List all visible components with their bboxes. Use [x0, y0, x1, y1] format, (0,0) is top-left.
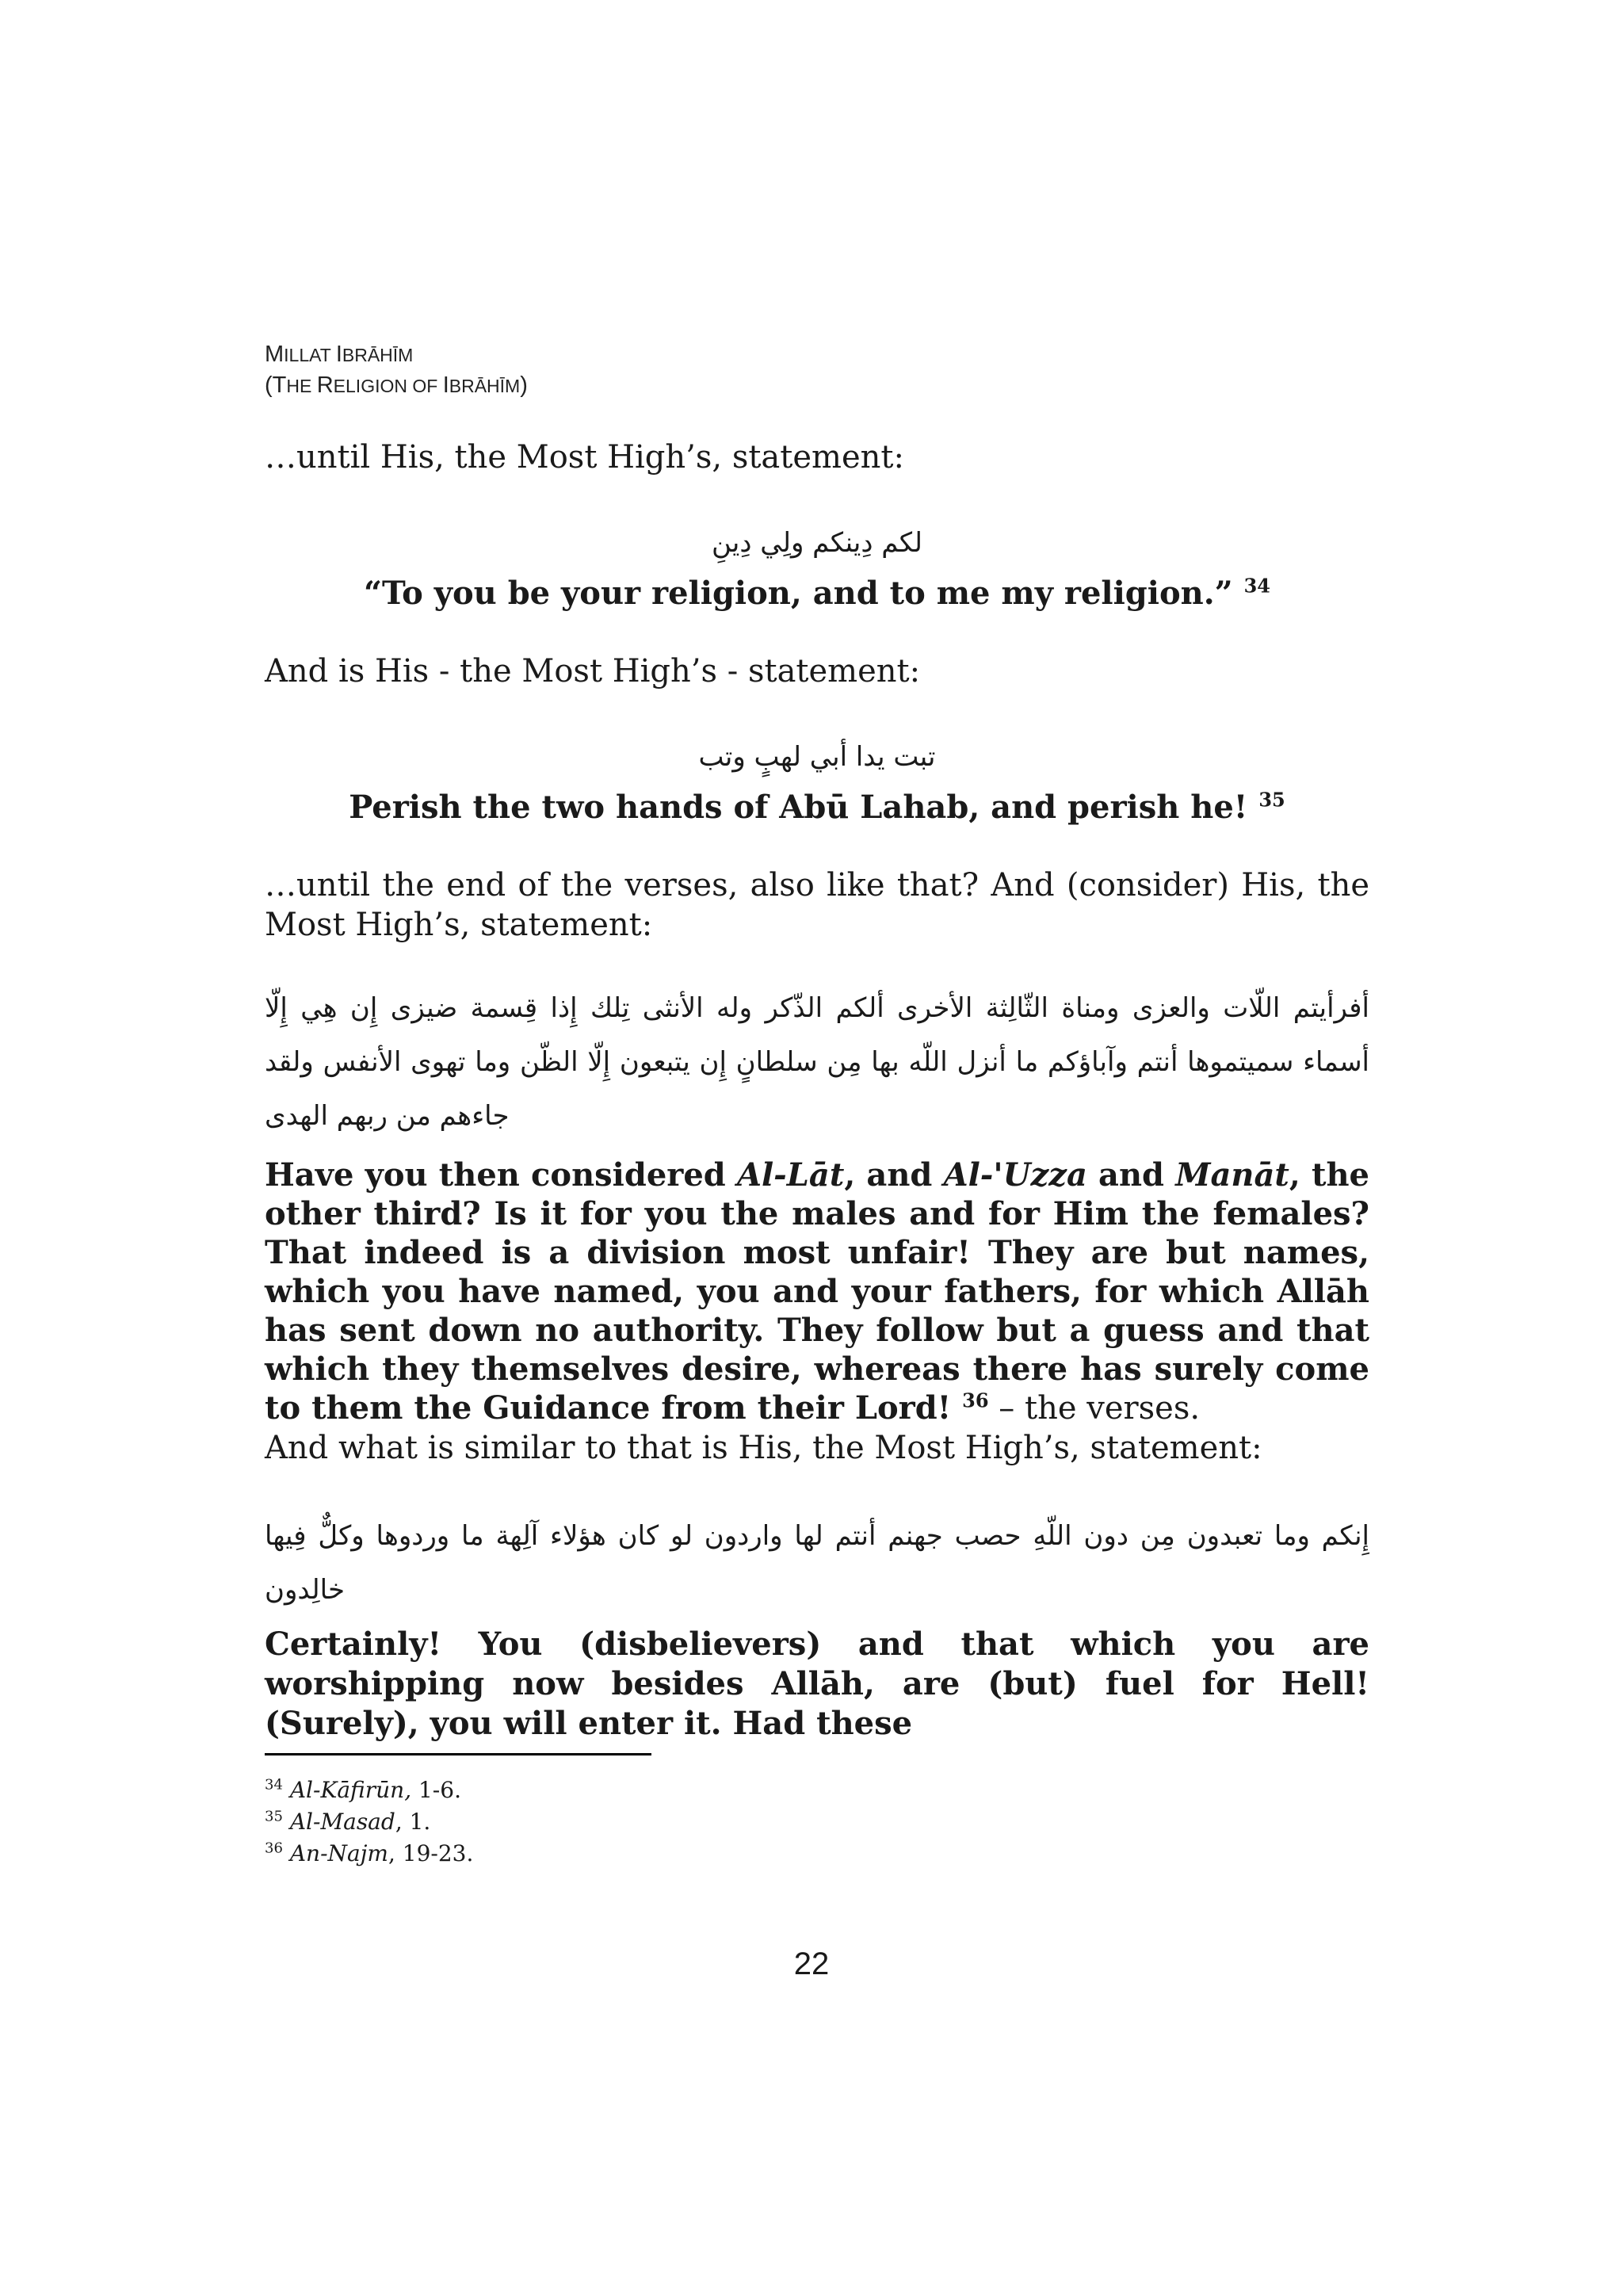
footnote-34: $^{34}$ Al-Kāfirūn, 1-6. [265, 1776, 461, 1803]
arabic-verse-4: إِنكم وما تعبدون مِن دون اللّهِ حصب جهنم أنتم لها واردون لو كان هؤلاء آلِهة ما وردوها وكلٌّ فِيها خالِدون [265, 1520, 1369, 1606]
running-header [265, 339, 528, 401]
footnote-36: $^{36}$ An-Najm, 19-23. [265, 1839, 474, 1866]
footnote-35: $^{35}$ Al-Masad, 1. [265, 1808, 431, 1835]
arabic-verse-3: أفرأيتم اللّات والعزى ومناة الثّالِثة الأخرى ألكم الذّكر وله الأنثى تِلك إِذا قِسمة ضيزى إِن هِي إِلّا أسماء سميتموها أنتم وآباؤكم ما أنزل اللّه بها مِن سلطانٍ إِن يتبعون إِلّا الظّن وما تهوى الأنفس ولقد جاءهم من ربهم الهدى [265, 992, 1369, 1132]
page-number: 22 [793, 1946, 830, 1981]
paragraph-intro-3: …until the end of the verses, also like that? And (consider) His, the Most High’s, statement: [265, 867, 1369, 943]
header-line-1: MILLAT IBRĀHĪM [265, 342, 414, 367]
header-line-2: (THE RELIGION OF IBRĀHĪM) [265, 372, 528, 398]
paragraph-intro-1: …until His, the Most High’s, statement: [265, 439, 904, 476]
footnote-ref-36: 36 [962, 1389, 989, 1412]
translation-verse-3: Have you then considered Al-Lāt, and Al-'Uzza and Manāt, the other third? Is it for you the males and for Him the females? That indeed is a division most unfair! They are but names, which you have named, you and your fathers, for which Allāh has sent down no authority. They follow but a guess and that which they themselves desire, whereas there has surely come to them the Guidance from their Lord! $^{36}$ – the verses. [265, 1156, 1369, 1427]
paragraph-intro-2: And is His - the Most High’s - statement: [265, 653, 921, 690]
translation-verse-2: Perish the two hands of Abū Lahab, and perish he! $^{35}$ [349, 788, 1285, 826]
translation-verse-4: Certainly! You (disbelievers) and that which you are worshipping now besides Allāh, are (but) fuel for Hell! (Surely), you will enter it. Had these [265, 1626, 1369, 1742]
arabic-verse-1: لكم دِينكم ولِي دِينِ [711, 527, 923, 559]
paragraph-intro-4: And what is similar to that is His, the Most High’s, statement: [265, 1430, 1262, 1466]
footnote-ref-34: 34 [1243, 574, 1271, 598]
footnote-separator [265, 1753, 651, 1755]
translation-verse-1: “To you be your religion, and to me my religion.” $^{34}$ [363, 574, 1271, 612]
arabic-verse-2: تبت يدا أبي لهبٍ وتب [698, 741, 936, 773]
footnote-ref-35: 35 [1258, 788, 1285, 812]
